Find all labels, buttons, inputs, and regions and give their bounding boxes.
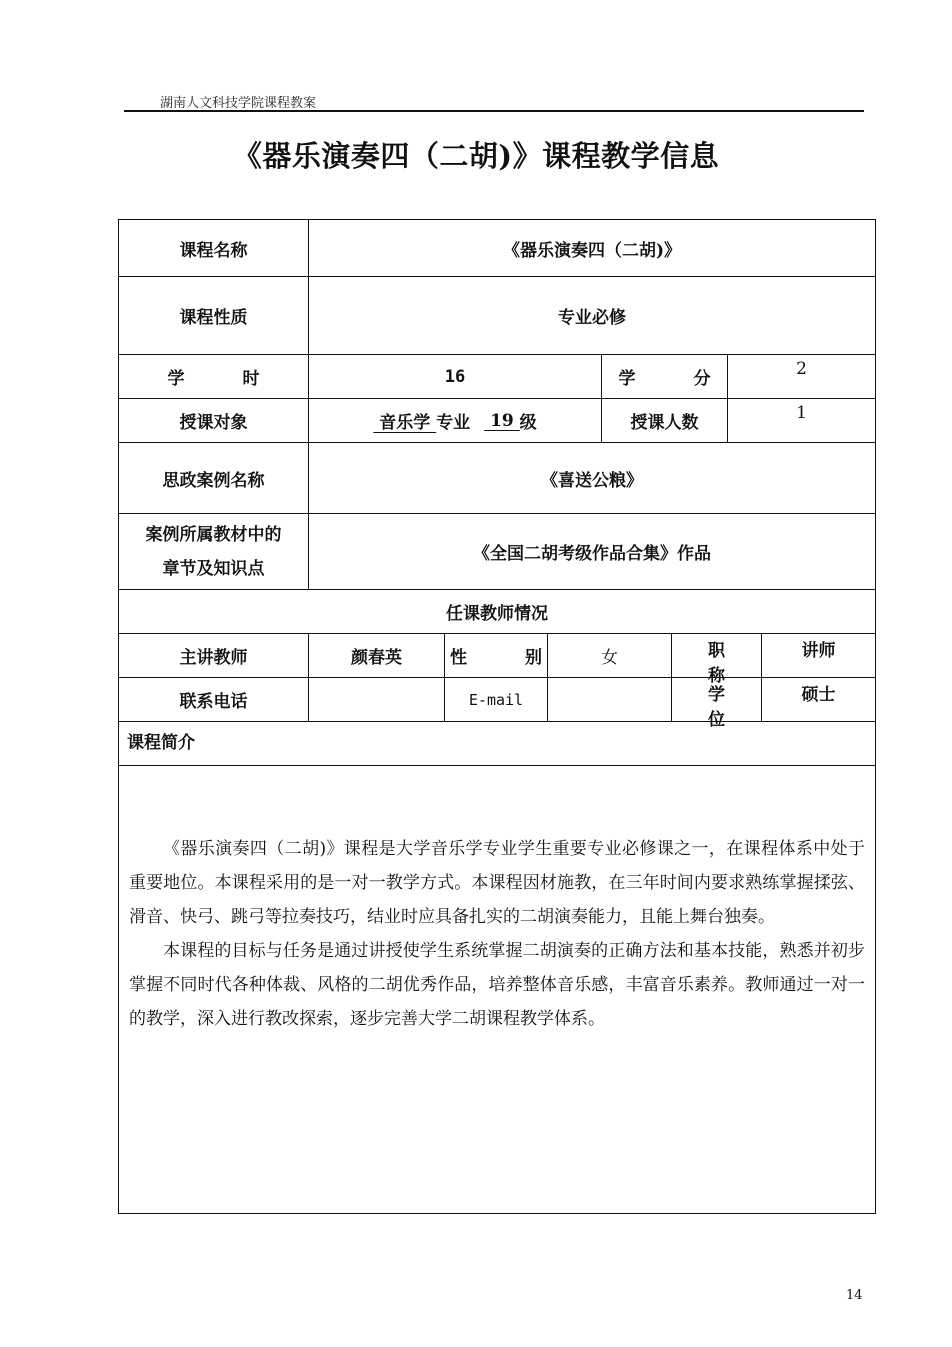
target-label: 授课对象: [118, 398, 309, 443]
students-value: 1: [727, 398, 876, 443]
intro-label: 课程简介: [118, 721, 876, 766]
target-grade: 19: [484, 410, 520, 431]
hours-value: 16: [308, 354, 602, 399]
degree-label: 学 位: [671, 677, 762, 722]
credits-label: 学 分: [601, 354, 728, 399]
case-name-label: 思政案例名称: [118, 442, 309, 514]
case-source-label: 案例所属教材中的 章节及知识点: [118, 513, 309, 590]
course-nature-value: 专业必修: [308, 276, 876, 355]
students-label: 授课人数: [601, 398, 728, 443]
header-rule: [124, 110, 864, 112]
course-name-label: 课程名称: [118, 219, 309, 277]
course-name-value: 《器乐演奏四（二胡)》: [308, 219, 876, 277]
header-institution: 湖南人文科技学院课程教案: [160, 96, 317, 111]
hours-label: 学 时: [118, 354, 309, 399]
document-title: 《器乐演奏四（二胡)》课程教学信息: [232, 139, 720, 173]
email-value: [547, 677, 672, 722]
target-major-suffix: 专业: [436, 413, 471, 433]
target-value: [308, 398, 602, 443]
case-source-value: 《全国二胡考级作品合集》作品: [308, 513, 876, 590]
phone-value: [308, 677, 445, 722]
email-label: E-mail: [444, 677, 548, 722]
page-number: 14: [846, 1288, 863, 1303]
course-intro-body: [118, 765, 876, 1214]
intro-paragraph-1: 《器乐演奏四（二胡)》课程是大学音乐学专业学生重要专业必修课之一，在课程体系中处于重要地位。本课程采用的是一对一教学方式。本课程因材施教，在三年时间内要求熟练掌握揉弦、滑音、快弓、跳弓等拉奏技巧，结业时应具备扎实的二胡演奏能力，且能上舞台独奏。: [129, 839, 865, 927]
teacher-section-title: 任课教师情况: [118, 589, 876, 634]
target-grade-suffix: 级: [519, 413, 537, 433]
lead-teacher-value: 颜春英: [308, 633, 445, 678]
phone-label: 联系电话: [118, 677, 309, 722]
gender-value: 女: [547, 633, 672, 678]
credits-value: 2: [727, 354, 876, 399]
intro-paragraph-2: 本课程的目标与任务是通过讲授使学生系统掌握二胡演奏的正确方法和基本技能，熟悉并初步掌握不同时代各种体裁、风格的二胡优秀作品，培养整体音乐感，丰富音乐素养。教师通过一对一的教学，深入进行教改探索，逐步完善大学二胡课程教学体系。: [129, 941, 865, 1029]
degree-value: 硕士: [761, 677, 876, 722]
target-major: 音乐学: [373, 413, 437, 433]
title-value: 讲师: [761, 633, 876, 678]
gender-label: 性 别: [444, 633, 548, 678]
title-label: 职 称: [671, 633, 762, 678]
case-name-value: 《喜送公粮》: [308, 442, 876, 514]
lead-teacher-label: 主讲教师: [118, 633, 309, 678]
course-nature-label: 课程性质: [118, 276, 309, 355]
